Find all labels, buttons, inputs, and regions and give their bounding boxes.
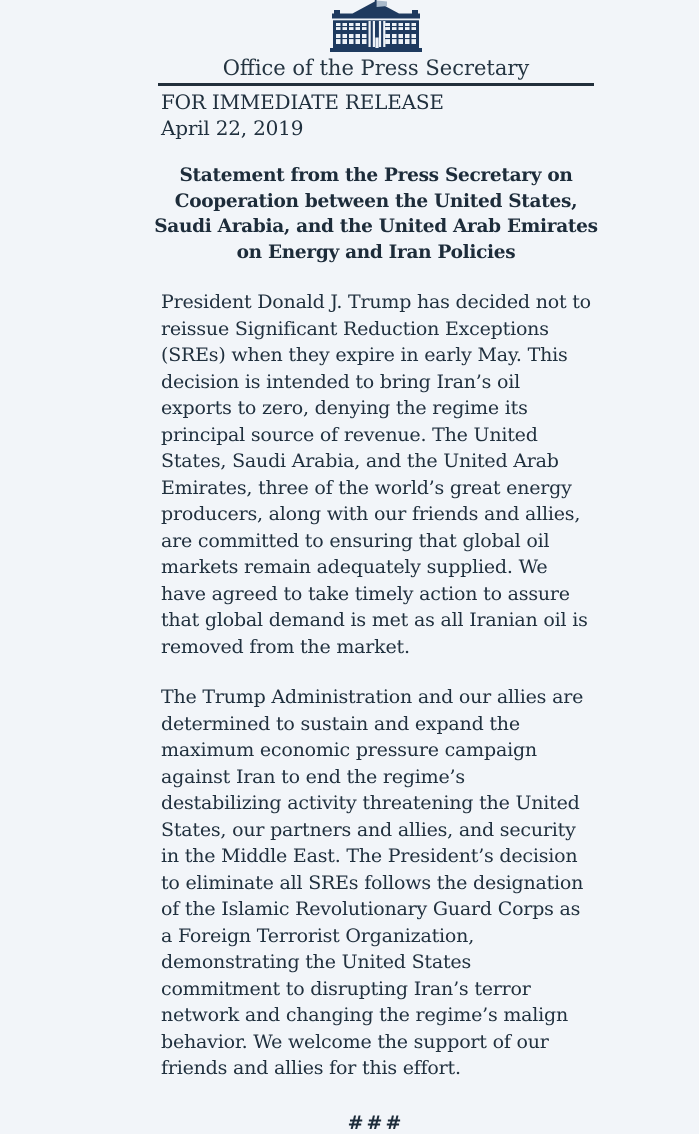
office-line: Office of the Press Secretary	[222, 56, 530, 80]
header-divider	[158, 83, 594, 86]
statement-paragraph-1: President Donald J. Trump has decided not to reissue Significant Reduction Exceptions (SREs) when they expire in early May. This decision is intended to bring Iran’s oil exports to zero, denying the regime its principal source of revenue. The United States, Saudi Arabia, and the United Arab Emirates, three of the world’s great energy producers, along with our friends and allies, are committed to ensuring that global oil markets remain adequately supplied. We have agreed to take timely action to assure that global demand is met as all Iranian oil is removed from the market.	[161, 291, 591, 658]
statement-body	[154, 163, 598, 1134]
masthead	[161, 0, 591, 142]
press-release-page	[154, 0, 598, 1134]
statement-title: Statement from the Press Secretary on Cooperation between the United States, Saudi Arabia, and the United Arab Emirates on Energy and Iran Policies	[154, 165, 598, 263]
statement-paragraph-2: The Trump Administration and our allies are determined to sustain and expand the maximum economic pressure campaign against Iran to end the regime’s destabilizing activity threatening the United States, our partners and allies, and security in the Middle East. The President’s decision to eliminate all SREs follows the designation of the Islamic Revolutionary Guard Corps as a Foreign Terrorist Organization, demonstrating the United States commitment to disrupting Iran’s terror network and changing the regime’s malign behavior. We welcome the support of our friends and allies for this effort.	[161, 686, 584, 1079]
white-house-icon	[330, 0, 422, 52]
date-line: April 22, 2019	[161, 116, 304, 140]
release-line: FOR IMMEDIATE RELEASE	[161, 90, 444, 114]
end-mark: ###	[347, 1111, 405, 1134]
